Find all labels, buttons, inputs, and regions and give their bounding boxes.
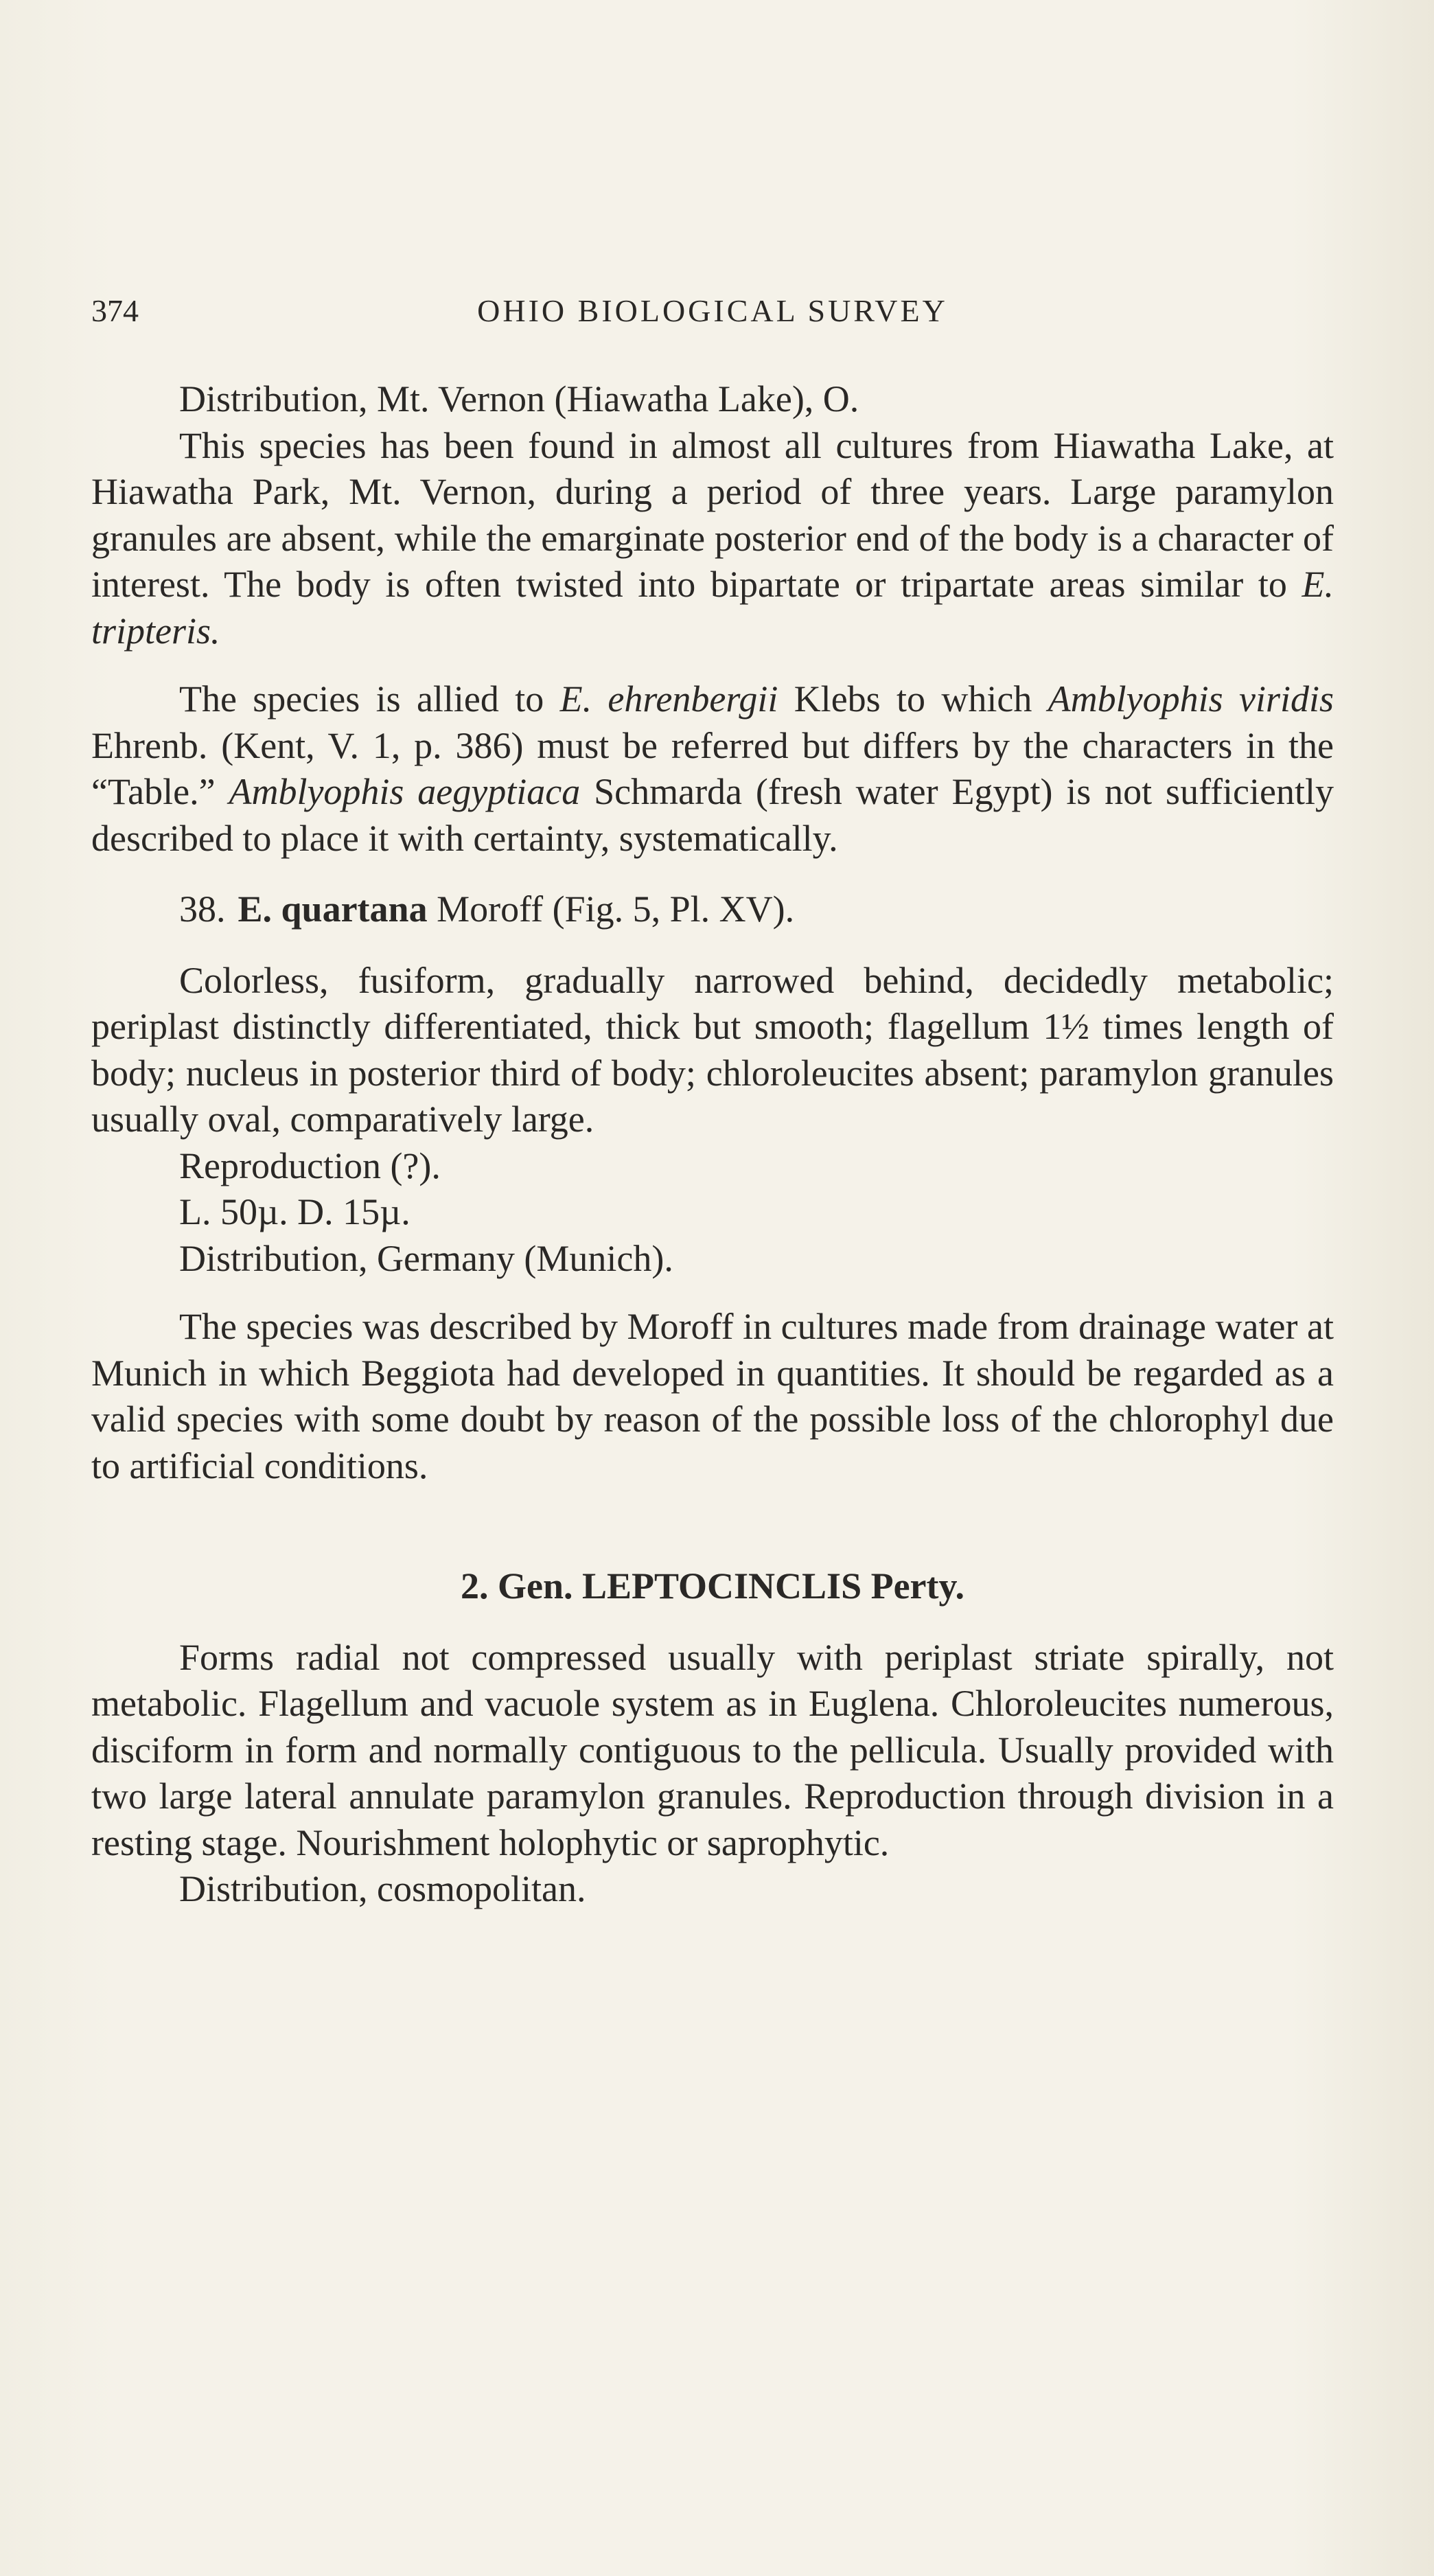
dimensions-line: L. 50µ. D. 15µ. [179, 1191, 410, 1232]
species-heading [91, 886, 1334, 933]
species-name: E. ehrenbergii [559, 678, 778, 720]
paragraph-text: The species is allied to [179, 678, 544, 720]
genus-heading: 2. Gen. LEPTOCINCLIS Perty. [460, 1565, 965, 1607]
species-authority: Moroff (Fig. 5, Pl. XV). [437, 888, 795, 930]
paragraph-text: Ehrenb. (Kent, V. 1, p. 386) must be referred but differs by the characters in the “Table.” [91, 724, 1334, 812]
genus-description: Forms radial not compressed usually with periplast striate spirally, not metabolic. Flagellum and vacuole system as in Euglena. Chloroleucites numerous, disciform in form and normally contiguous to the pellicula. Usually provided with two large lateral annulate paramylon granules. Reproduction through division in a resting stage. Nourishment holophytic or saprophytic. [91, 1636, 1334, 1863]
reproduction-line: Reproduction (?). [179, 1145, 441, 1186]
body-text [91, 376, 1334, 1913]
paragraph [91, 423, 1334, 655]
journal-title: OHIO BIOLOGICAL SURVEY [477, 293, 948, 328]
paragraph-text: This species has been found in almost all cultures from Hiawatha Lake, at Hiawatha Park, Mt. Vernon, during a period of three years. Large paramylon granules are absent, while the emarginate posterior end of the body is a character of interest. The body is often twisted into bipartate or tripartate areas similar to [91, 424, 1334, 605]
paragraph [91, 676, 1334, 862]
species-name: Amblyophis aegyptiaca [229, 771, 581, 812]
species-description: Colorless, fusiform, gradually narrowed behind, decidedly metabolic; periplast distinctly differentiated, thick but smooth; flagellum 1½ times length of body; nucleus in posterior third of body; chloroleucites absent; paramylon granules usually oval, comparatively large. [91, 959, 1334, 1140]
paragraph-text: Klebs to which [794, 678, 1032, 720]
page-number: 374 [91, 293, 139, 328]
species-name: E. tripteris. [91, 564, 1334, 652]
distribution-line: Distribution, Mt. Vernon (Hiawatha Lake), O. [179, 378, 859, 419]
running-head [91, 287, 1334, 335]
distribution-line: Distribution, cosmopolitan. [179, 1868, 586, 1909]
species-number: 38. [179, 888, 226, 930]
species-remarks: The species was described by Moroff in cultures made from drainage water at Munich in which Beggiota had developed in quantities. It should be regarded as a valid species with some doubt by reason of the possible loss of the chlorophyl due to artificial conditions. [91, 1306, 1334, 1486]
species-name: E. quartana [238, 888, 428, 930]
paragraph-text: Schmarda (fresh water Egypt) is not sufficiently described to place it with certainty, systematically. [91, 771, 1334, 859]
species-name: Amblyophis viridis [1048, 678, 1334, 720]
distribution-line: Distribution, Germany (Munich). [179, 1237, 673, 1279]
